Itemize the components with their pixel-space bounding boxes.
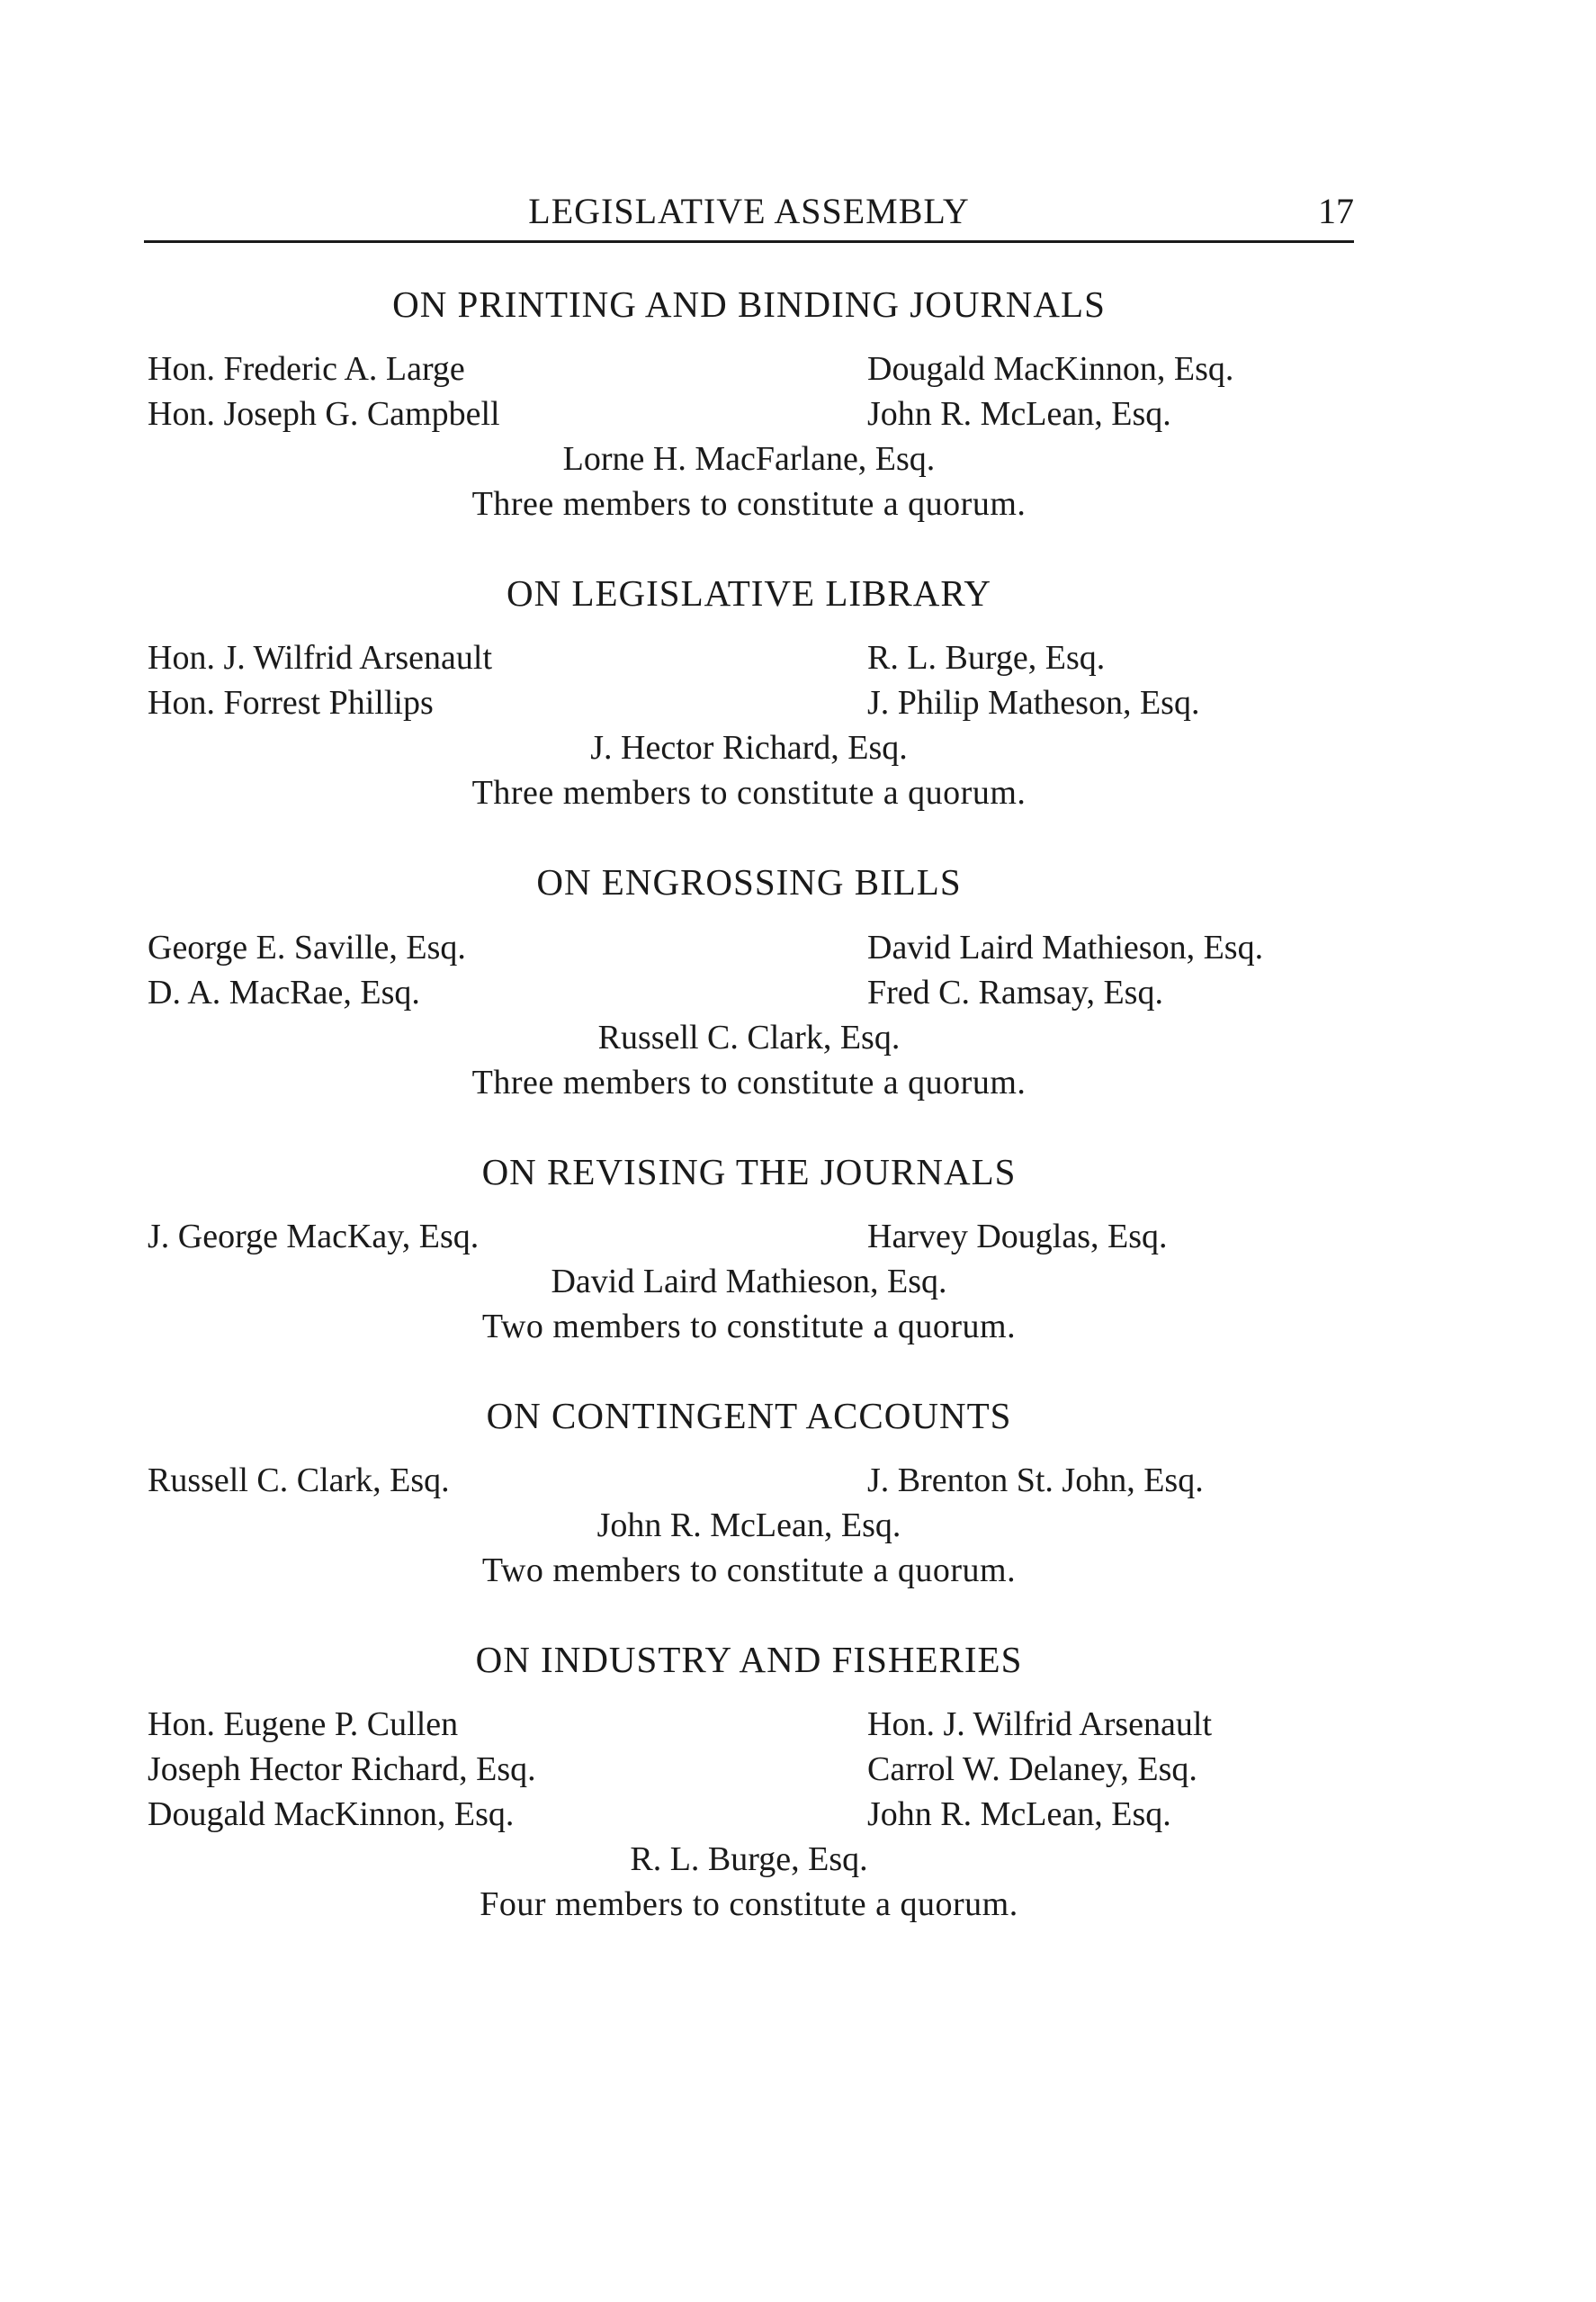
member-row [144,346,1354,391]
member-name: Hon. J. Wilfrid Arsenault [867,1705,1213,1744]
running-head [144,184,1354,243]
member-name: R. L. Burge, Esq. [630,1840,868,1879]
committee-section [144,1638,1354,1927]
section-title: ON INDUSTRY AND FISHERIES [475,1638,1023,1680]
section-title: ON ENGROSSING BILLS [536,861,962,904]
quorum-note: Three members to constitute a quorum. [471,485,1027,524]
member-name: D. A. MacRae, Esq. [148,973,420,1012]
member-row [144,680,1354,725]
member-name: John R. McLean, Esq. [867,395,1171,434]
member-row [144,970,1354,1015]
member-name: David Laird Mathieson, Esq. [551,1262,947,1300]
quorum-note: Three members to constitute a quorum. [471,774,1027,813]
member-name: Fred C. Ramsay, Esq. [867,973,1163,1012]
member-name: Russell C. Clark, Esq. [148,1461,450,1499]
section-title: ON LEGISLATIVE LIBRARY [506,572,992,615]
quorum-note: Three members to constitute a quorum. [471,1063,1027,1102]
section-title: ON CONTINGENT ACCOUNTS [486,1394,1012,1436]
committee-section [144,283,1354,526]
member-row [144,1747,1354,1792]
member-name: J. Hector Richard, Esq. [590,729,908,768]
member-name: R. L. Burge, Esq. [867,639,1106,678]
running-title: LEGISLATIVE ASSEMBLY [528,191,970,231]
section-title: ON REVISING THE JOURNALS [481,1150,1017,1192]
document-page [144,184,1354,1927]
member-row [144,1792,1354,1837]
member-name: Dougald MacKinnon, Esq. [867,350,1234,389]
member-row [144,1458,1354,1503]
member-name: Hon. Frederic A. Large [148,350,465,389]
member-name: Hon. Forrest Phillips [148,684,434,723]
member-row [144,925,1354,970]
member-name: Hon. J. Wilfrid Arsenault [148,639,493,678]
member-name: Russell C. Clark, Esq. [597,1018,901,1057]
quorum-note: Two members to constitute a quorum. [481,1307,1017,1345]
committee-section [144,571,1354,815]
committee-section [144,1150,1354,1349]
member-name: J. George MacKay, Esq. [148,1217,480,1255]
member-name: George E. Saville, Esq. [148,928,466,967]
member-name: J. Brenton St. John, Esq. [867,1461,1204,1499]
member-name: Lorne H. MacFarlane, Esq. [562,440,936,479]
member-name: Carrol W. Delaney, Esq. [867,1750,1197,1789]
member-name: David Laird Mathieson, Esq. [867,928,1264,967]
member-row [144,635,1354,680]
page-number: 17 [1318,191,1354,231]
member-name: Hon. Joseph G. Campbell [148,395,500,434]
member-row [144,1702,1354,1747]
member-row [144,1214,1354,1259]
member-name: Dougald MacKinnon, Esq. [148,1795,515,1834]
member-name: John R. McLean, Esq. [867,1795,1171,1834]
member-name: J. Philip Matheson, Esq. [867,684,1200,723]
section-title: ON PRINTING AND BINDING JOURNALS [392,283,1106,325]
member-name: Joseph Hector Richard, Esq. [148,1750,536,1789]
member-name: Hon. Eugene P. Cullen [148,1705,459,1744]
quorum-note: Two members to constitute a quorum. [481,1551,1017,1589]
committee-section [144,860,1354,1104]
member-name: John R. McLean, Esq. [596,1506,901,1544]
member-row [144,391,1354,436]
committee-section [144,1394,1354,1593]
quorum-note: Four members to constitute a quorum. [480,1885,1018,1924]
member-name: Harvey Douglas, Esq. [867,1217,1168,1255]
